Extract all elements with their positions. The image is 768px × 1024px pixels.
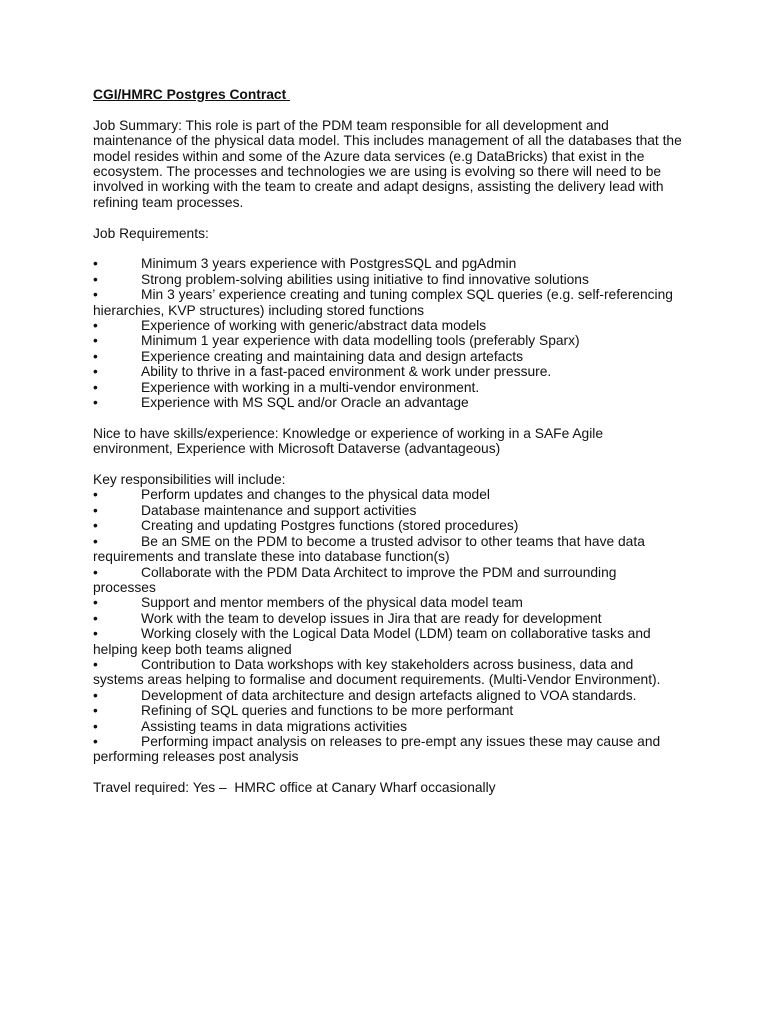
bullet-glyph: • [93, 656, 98, 672]
list-item: • Development of data architecture and design artefacts aligned to VOA standards. [93, 687, 637, 703]
list-item: • Minimum 1 year experience with data modelling tools (preferably Sparx) [93, 333, 580, 349]
bullet-glyph: • [93, 379, 98, 395]
bullet-glyph: • [93, 595, 98, 611]
bullet-glyph: • [93, 610, 98, 626]
bullet-glyph: • [93, 502, 98, 518]
list-item: • Perform updates and changes to the physical data model [93, 487, 490, 503]
bullet-glyph: • [93, 318, 98, 334]
list-item: • Refining of SQL queries and functions to be more performant [93, 703, 514, 719]
bullet-glyph: • [93, 733, 98, 749]
requirements-heading: Job Requirements: [93, 225, 209, 241]
requirements-list [93, 256, 683, 410]
bullet-glyph: • [93, 518, 98, 534]
bullet-glyph: • [93, 718, 98, 734]
list-item: • Strong problem-solving abilities using initiative to find innovative solutions [93, 271, 589, 287]
responsibilities-list [93, 487, 683, 764]
responsibilities-heading: Key responsibilities will include: [93, 472, 286, 488]
document-body [93, 87, 683, 796]
list-item: • Experience with working in a multi-vendor environment. [93, 379, 480, 395]
bullet-glyph: • [93, 687, 98, 703]
bullet-glyph: • [93, 703, 98, 719]
bullet-glyph: • [93, 364, 98, 380]
bullet-glyph: • [93, 487, 98, 503]
list-item: • Ability to thrive in a fast-paced environment & work under pressure. [93, 364, 552, 380]
bullet-glyph: • [93, 287, 98, 303]
list-item: • Experience with MS SQL and/or Oracle an advantage [93, 395, 469, 411]
list-item: • Creating and updating Postgres functions (stored procedures) [93, 518, 519, 534]
bullet-glyph: • [93, 333, 98, 349]
list-item: • Experience of working with generic/abstract data models [93, 318, 487, 334]
list-item: • Experience creating and maintaining data and design artefacts [93, 348, 523, 364]
list-item: • Working closely with the Logical Data Model (LDM) team on collaborative tasks and helping keep both teams aligned [93, 626, 651, 657]
travel-note: Travel required: Yes – HMRC office at Canary Wharf occasionally [93, 780, 496, 796]
list-item: • Collaborate with the PDM Data Architect to improve the PDM and surrounding processes [93, 564, 617, 595]
list-item: • Support and mentor members of the physical data model team [93, 595, 523, 611]
bullet-glyph: • [93, 564, 98, 580]
list-item: • Minimum 3 years experience with PostgresSQL and pgAdmin [93, 256, 517, 272]
list-item: • Be an SME on the PDM to become a trusted advisor to other teams that have data requirements and translate these into database function(s) [93, 533, 645, 565]
bullet-glyph: • [93, 271, 98, 287]
list-item: • Min 3 years’ experience creating and tuning complex SQL queries (e.g. self-referencing hierarchies, KVP structures) including stored functions [93, 287, 673, 318]
bullet-glyph: • [93, 533, 98, 549]
nice-to-have: Nice to have skills/experience: Knowledge or experience of working in a SAFe Agile environment, Experience with Microsoft Dataverse (advantageous) [93, 425, 603, 457]
bullet-glyph: • [93, 348, 98, 364]
list-item: • Performing impact analysis on releases to pre-empt any issues these may cause and performing releases post analysis [93, 733, 661, 765]
bullet-glyph: • [93, 256, 98, 272]
bullet-glyph: • [93, 626, 98, 642]
list-item: • Contribution to Data workshops with key stakeholders across business, data and systems areas helping to formalise and document requirements. (Multi-Vendor Environment). [93, 656, 661, 688]
bullet-glyph: • [93, 395, 98, 411]
list-item: • Database maintenance and support activities [93, 502, 417, 518]
job-summary: Job Summary: This role is part of the PDM team responsible for all development and maintenance of the physical data model. This includes management of all the databases that the model resides within and some of the Azure data services (e.g DataBricks) that exist in the ecosystem. The processes and technologies we are using is evolving so there will need to be involved in working with the team to create and adapt designs, assisting the delivery lead with refining team processes. [93, 117, 682, 210]
list-item: • Work with the team to develop issues in Jira that are ready for development [93, 610, 602, 626]
list-item: • Assisting teams in data migrations activities [93, 718, 408, 734]
document-title: CGI/HMRC Postgres Contract [93, 87, 291, 102]
